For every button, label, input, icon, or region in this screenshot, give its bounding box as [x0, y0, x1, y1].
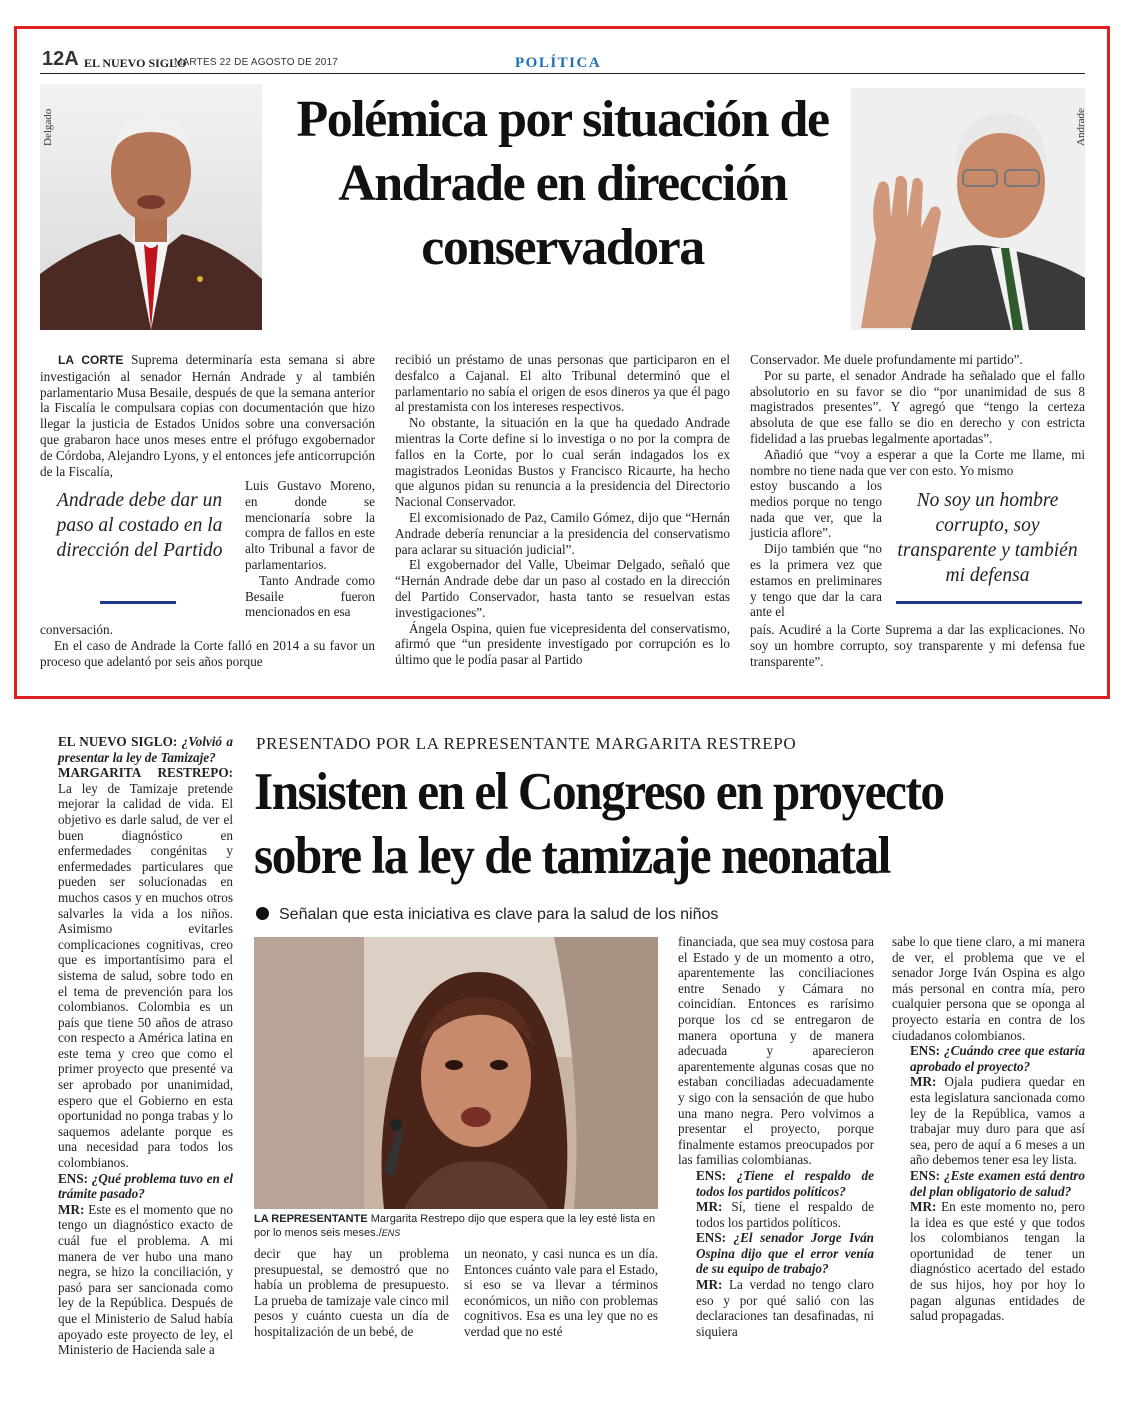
answer-text: La ley de Tamizaje pretende mejorar la calidad de vida. El objetivo es darle salud, de ver el buen diagnóstico en enfermedades congénitas y enfermedades particulares que pueden ser solucionadas en muchos casos y en muchos otros salvarles la vida a los niños. Asimismo evitarles complicaciones cognitivas, creo que es importantísimo para el sistema de salud, sobre todo en el tema de prevención para los colombianos. Colombia es un país que tiene 50 años de atraso con respecto a América latina en este tema y creo que como el primer proyecto que presenté va ser aprobado por unanimidad, espero que el Gobierno en esta oportunidad no ponga trabas y lo saquemos adelante porque es una necesidad para todos los colombianos.: [58, 780, 233, 1171]
kicker: PRESENTADO POR LA REPRESENTANTE MARGARITA RESTREPO: [256, 734, 797, 753]
answer: [678, 1277, 874, 1339]
answer-text: Ojala pudiera quedar en esta legislatura sancionada como ley de la República, vamos a trabajar muy duro para que así sea, pero de aquí a 6 meses a un año debemos tener esa ley lista.: [910, 1074, 1085, 1168]
newspaper-name: EL NUEVO SIGLO: [84, 56, 187, 70]
paragraph: Dijo también que “no es la primera vez que estamos en preliminares y tengo que dar la cara ante el: [750, 541, 882, 620]
speaker: ENS:: [696, 1167, 727, 1183]
paragraph: recibió un préstamo de unas personas que participaron en el desfalco a Cajanal. El alto Tribunal determinó que el parlamentario no sabía el origen de esos dineros ya que él pago al prestamista con los intereses respectivos.: [395, 352, 730, 415]
paragraph: financiada, que sea muy costosa para el Estado y de un momento a otro, aparentemente las conciliaciones entre Senado y Cámara no coincidían. Entonces es rarísimo porque los cd se entregaron de manera oportuna y de manera adecuada y aparecieron aparentemente algunas cosas que no estaban conciliadas adecuadamente y sigo con la sensación de que hubo una mano negra. Pero volvimos a presentar el proyecto, porque finalmente estamos preocupados por las familias colombianas.: [678, 934, 874, 1168]
paragraph: sabe lo que tiene claro, a mi manera de ver, el problema que ve el senador Jorge Iván Ospina es algo más personal en contra mía, pero cualquier persona que se oponga al proyecto estaría en contra de los ciudadanos colombianos.: [892, 934, 1085, 1043]
speaker: MR:: [58, 1201, 85, 1217]
paragraph: un neonato, y casi nunca es un día. Entonces cuánto vale para el Estado, si eso se va llevar a términos económicos, un niño con problemas cognitivos. Esa es una ley que no es verdad que no esté: [464, 1246, 658, 1339]
question-text: ¿Tiene el respaldo de todos los partidos políticos?: [696, 1167, 874, 1199]
paragraph: Ángela Ospina, quien fue vicepresidenta del conservatismo, afirmó que “un presidente investigado por corrupción es lo último que le podía pasar al Partido: [395, 620, 730, 668]
question: [892, 1168, 1085, 1199]
pull-quote-left: Andrade debe dar un paso al costado en la dirección del Partido: [56, 490, 223, 561]
answer-text: La verdad no tengo claro eso y por qué salió con las declaraciones tan desafinadas, ni siquiera: [696, 1277, 874, 1339]
pull-quote-right: No soy un hombre corrupto, soy transparente y también mi defensa: [897, 490, 1078, 586]
subheadline-text: Señalan que esta iniciativa es clave para la salud de los niños: [279, 906, 719, 923]
story2-left-column: [40, 734, 233, 1358]
paragraph: Conservador. Me duele profundamente mi partido”.: [750, 352, 1023, 367]
answer-text: Sí, tiene el respaldo de todos los partidos políticos.: [696, 1199, 874, 1230]
paragraph: Por su parte, el senador Andrade ha señalado que el fallo absolutorio en su favor se dio “por unanimidad de sus 8 magistrados presentes”. Y agregó que “tengo la certeza absoluta de que ese fallo se dio en derecho y con estricta fidelidad a las pruebas legalmente aportadas”.: [750, 367, 1085, 446]
story1-column-2: [395, 352, 730, 668]
question: [678, 1168, 874, 1199]
pull-quote-rule: [100, 601, 176, 604]
photo-andrade: [851, 88, 1085, 330]
page-number: 12A: [42, 48, 79, 70]
story1-column-3b: [750, 478, 882, 620]
story2-column-b: [464, 1246, 658, 1340]
speaker: ENS:: [58, 1170, 89, 1186]
answer: [40, 765, 233, 1170]
question-text: ¿Qué problema tuvo en el trámite pasado?: [58, 1170, 233, 1202]
paragraph-text: Suprema determinaría esta semana si abre investigación al senador Hernán Andrade y al también parlamentario Musa Besaile, después de que la semana anterior la Fiscalía le compulsara copias con documentación que hizo llegar la justicia de Estados Unidos sobre una conversación que grabaron hace unos meses entre el prófugo exgobernador de Córdoba, Alejandro Lyons, y el entonces jefe anticorrupción de la Fiscalía,: [40, 352, 375, 479]
story2-column-c: [678, 934, 874, 1339]
caption-credit: ENS: [381, 1228, 401, 1238]
question: [892, 1043, 1085, 1074]
question-text: ¿Cuándo cree que estaría aprobado el proyecto?: [910, 1043, 1085, 1074]
paragraph: decir que hay un problema presupuestal, se demostró que no había un problema de presupuesto. La prueba de tamizaje vale cinco mil pesos y cuánto cuesta un día de hospitalización de un bebé, de: [254, 1246, 449, 1339]
headline-andrade: Polémica por situación de Andrade en dirección conservadora: [296, 91, 829, 276]
paragraph: El excomisionado de Paz, Camilo Gómez, dijo que “Hernán Andrade debería renunciar a la presidencia del conservatismo para aclarar su situación judicial”.: [395, 509, 730, 557]
headline-tamizaje: Insisten en el Congreso en proyecto sobre la ley de tamizaje neonatal: [254, 763, 944, 885]
speaker: ENS:: [696, 1230, 727, 1246]
issue-date: MARTES 22 DE AGOSTO DE 2017: [174, 57, 338, 68]
question-text: ¿El senador Jorge Iván Ospina dijo que el error venía de su equipo de trabajo?: [696, 1230, 874, 1277]
answer: [892, 1199, 1085, 1324]
answer: [40, 1202, 233, 1358]
speaker: MARGARITA RESTREPO:: [58, 765, 233, 781]
header-rule: [40, 73, 1085, 74]
speaker: MR:: [696, 1277, 723, 1293]
story1-column-1: [40, 352, 375, 479]
caption-text: Margarita Restrepo dijo que espera que la ley esté lista en por lo menos seis meses./: [254, 1213, 656, 1239]
question: [678, 1230, 874, 1277]
paragraph: Añadió que “voy a esperar a que la Corte me llame, mi nombre no tiene nada que ver con esto. Yo mismo: [750, 446, 1085, 478]
paragraph: [40, 352, 375, 479]
story1-column-3c: [750, 622, 1085, 669]
paragraph: Tanto Andrade como Besaile fueron mencionados en esa: [245, 572, 375, 620]
bullet-icon: [256, 907, 269, 920]
answer-text: Este es el momento que no tengo un diagnóstico exacto de cuál fue el problema. A mi manera de ver hubo una mano negra, se hizo la conciliación, y pasó para ser sancionada como ley de la República. Después de que el Ministerio de Salud había apoyado este proyecto de ley, el Ministerio de Hacienda sale a: [58, 1201, 233, 1358]
portrait-delgado-image: [40, 84, 262, 330]
answer-text: En este momento no, pero la idea es que esté y que todos los colombianos tengan la oportunidad de tener un diagnóstico acertado del estado de sus hijos, hoy por hoy lo pagan algunas entidades de salud propagadas.: [910, 1199, 1085, 1324]
portrait-restrepo-image: [254, 937, 658, 1209]
speaker: EL NUEVO SIGLO:: [58, 734, 178, 749]
speaker: MR:: [910, 1199, 937, 1215]
story1-column-1b: [245, 478, 375, 620]
question: [40, 1171, 233, 1202]
question-text: ¿Volvió a presentar la ley de Tamizaje?: [58, 734, 233, 765]
speaker: ENS:: [910, 1043, 941, 1059]
photo-caption: [254, 1212, 658, 1240]
paragraph: El exgobernador del Valle, Ubeimar Delgado, señaló que “Hernán Andrade debe dar un paso al costado en la dirección del Partido Conservador, hasta tanto se resuelvan estas investigaciones”.: [395, 557, 730, 620]
paragraph: país. Acudiré a la Corte Suprema a dar las explicaciones. No soy un hombre corrupto, soy transparente y mi defensa fue transparente”.: [750, 622, 1085, 669]
story1-column-1c: [40, 622, 375, 669]
question-text: ¿Este examen está dentro del plan obligatorio de salud?: [910, 1167, 1085, 1199]
photo-left-caption: Delgado: [42, 108, 54, 146]
speaker: ENS:: [910, 1167, 941, 1183]
subheadline: [256, 906, 718, 924]
photo-right-caption: Andrade: [1075, 108, 1087, 146]
story1-column-3: [750, 352, 1085, 478]
paragraph: conversación.: [40, 622, 113, 637]
paragraph: En el caso de Andrade la Corte falló en 2014 a su favor un proceso que adelantó por seis años porque: [40, 637, 375, 669]
answer: [892, 1074, 1085, 1168]
paragraph: No obstante, la situación en la que ha quedado Andrade mientras la Corte define si lo investiga o no por la compra de fallos en la Corte, por lo cual serán indagados los ex magistrados Leonidas Bustos y Francisco Ricaurte, ha hecho que algunos pidan su renuncia a la presidencia del Directorio Nacional Conservador.: [395, 415, 730, 510]
speaker: MR:: [910, 1074, 937, 1090]
caption-lead: LA REPRESENTANTE: [254, 1213, 368, 1225]
section-name: POLÍTICA: [515, 55, 602, 71]
question: [40, 734, 233, 765]
story2-column-a: [254, 1246, 449, 1340]
paragraph: estoy buscando a los medios porque no tengo nada que ver, que la justicia aflore”.: [750, 478, 882, 541]
photo-margarita-restrepo: [254, 937, 658, 1209]
speaker: MR:: [696, 1199, 723, 1215]
portrait-andrade-image: [851, 88, 1085, 330]
pull-quote-rule: [896, 601, 1082, 604]
story2-column-d: [892, 934, 1085, 1324]
lead-in: LA CORTE: [58, 353, 124, 367]
answer: [678, 1199, 874, 1230]
photo-delgado: [40, 84, 262, 330]
paragraph: Luis Gustavo Moreno, en donde se mencionaría sobre la compra de fallos en este alto Tribunal a favor de parlamentarios.: [245, 478, 375, 572]
